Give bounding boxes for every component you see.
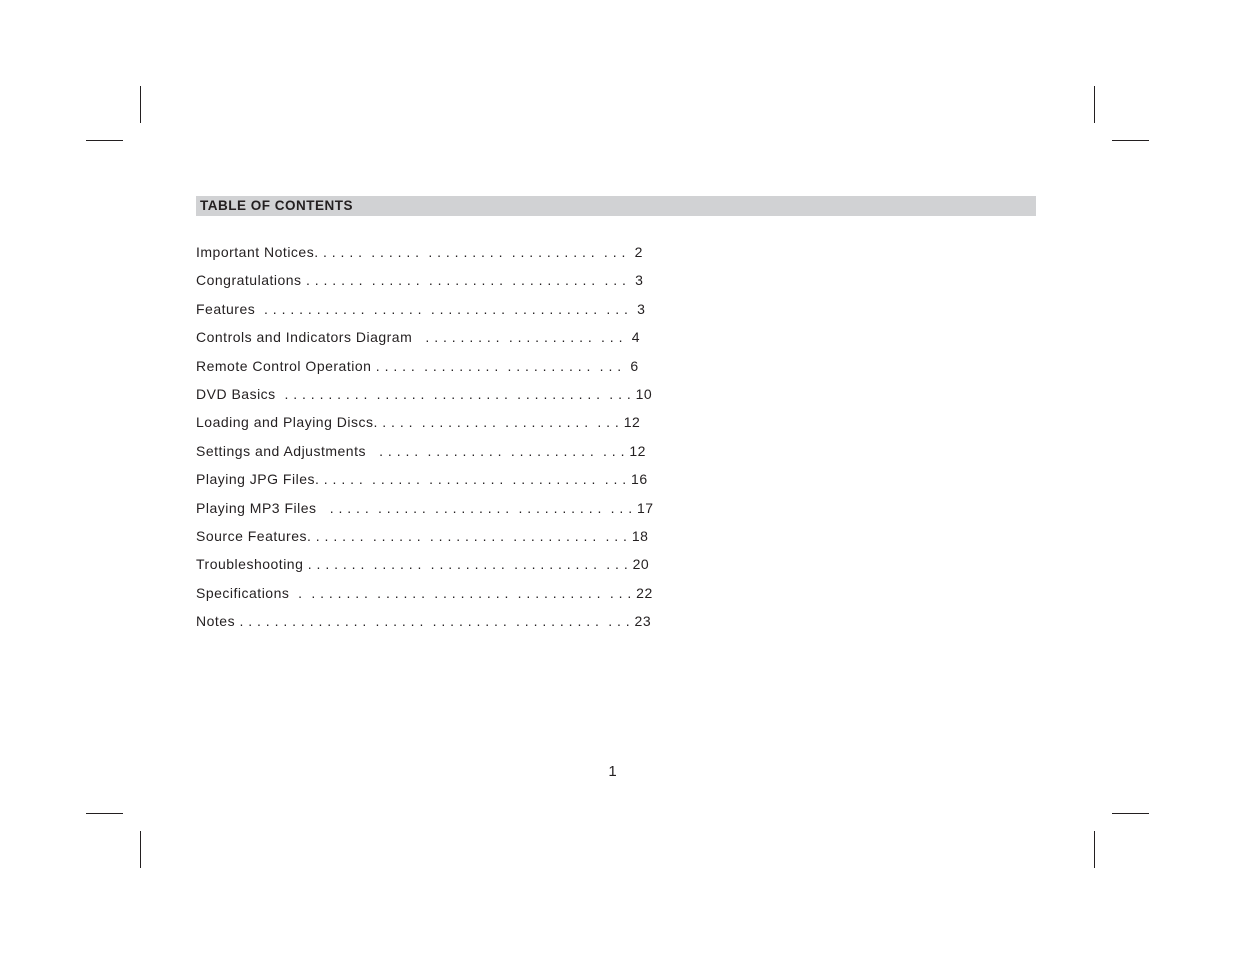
toc-entry-text: Congratulations . . . . . . . . . . . . . . . . . . . . . . . . . . . . . . . . . . . 3 (196, 272, 644, 289)
crop-mark-bottom-left-horizontal (86, 813, 123, 814)
toc-entry (196, 413, 641, 441)
toc-entry (196, 357, 639, 385)
toc-entry (196, 555, 650, 583)
toc-entry (196, 271, 644, 299)
crop-mark-top-right-horizontal (1112, 140, 1149, 141)
toc-entry (196, 442, 646, 470)
toc-entry-text: Important Notices. . . . . . . . . . . . . . . . . . . . . . . . . . . . . . . . . . 2 (196, 244, 643, 260)
toc-entry (196, 300, 646, 328)
toc-entry (196, 499, 654, 527)
crop-mark-top-right-vertical (1094, 86, 1095, 123)
crop-mark-bottom-right-horizontal (1112, 813, 1149, 814)
toc-entry-text: Source Features. . . . . . . . . . . . . . . . . . . . . . . . . . . . . . . . . . . 18 (196, 527, 649, 544)
toc-entry-text: Troubleshooting . . . . . . . . . . . . . . . . . . . . . . . . . . . . . . . . . . . 20 (196, 556, 650, 573)
crop-mark-top-left-vertical (140, 86, 141, 123)
toc-entry (196, 527, 649, 555)
toc-entry-text: Controls and Indicators Diagram . . . . . . . . . . . . . . . . . . . . . . 4 (196, 329, 641, 346)
crop-mark-top-left-horizontal (86, 140, 123, 141)
toc-entry-text: Playing JPG Files. . . . . . . . . . . . . . . . . . . . . . . . . . . . . . . . . . 16 (196, 471, 648, 488)
toc-entry-text: Remote Control Operation . . . . . . . . . . . . . . . . . . . . . . . . . . . 6 (196, 357, 639, 374)
toc-entry (196, 328, 641, 356)
toc-header-bar (196, 196, 1036, 216)
crop-mark-bottom-left-vertical (140, 831, 141, 868)
toc-entry-text: Loading and Playing Discs. . . . . . . . . . . . . . . . . . . . . . . . . . . 12 (196, 414, 641, 431)
page-number: 1 (608, 763, 617, 780)
toc-entry-text: Notes . . . . . . . . . . . . . . . . . . . . . . . . . . . . . . . . . . . . . . . . . . . 23 (196, 613, 652, 630)
toc-entry (196, 470, 648, 498)
toc-entry-text: Specifications . . . . . . . . . . . . . . . . . . . . . . . . . . . . . . . . . . . . 22 (196, 584, 653, 601)
crop-mark-bottom-right-vertical (1094, 831, 1095, 868)
toc-entry (196, 584, 653, 612)
toc-entry-text: Playing MP3 Files . . . . . . . . . . . . . . . . . . . . . . . . . . . . . . . . . 17 (196, 499, 654, 516)
toc-title: TABLE OF CONTENTS (200, 198, 353, 213)
toc-entry-text: Features . . . . . . . . . . . . . . . . . . . . . . . . . . . . . . . . . . . . . . . . 3 (196, 300, 646, 317)
toc-entry-text: DVD Basics . . . . . . . . . . . . . . . . . . . . . . . . . . . . . . . . . . . . . . 10 (196, 385, 653, 402)
toc-entry (196, 385, 653, 413)
toc-entry (196, 612, 652, 640)
toc-entry (196, 243, 643, 271)
toc-list (196, 243, 654, 640)
toc-entry-text: Settings and Adjustments . . . . . . . . . . . . . . . . . . . . . . . . . . . 12 (196, 442, 646, 459)
